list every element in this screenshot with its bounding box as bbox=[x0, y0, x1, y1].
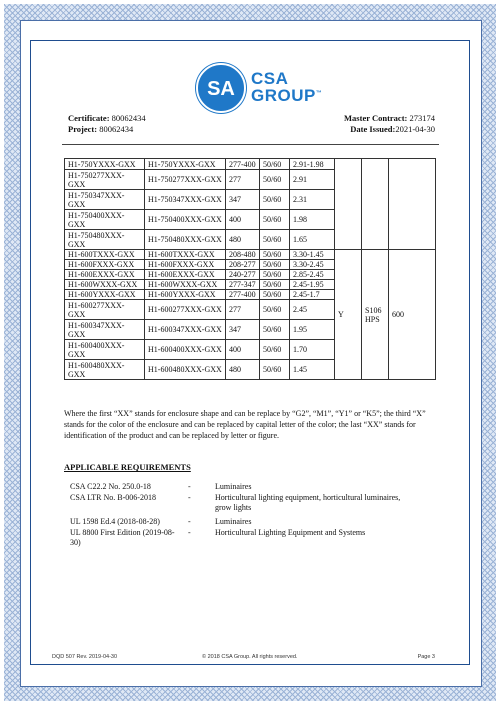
table-cell: S106 HPS bbox=[362, 250, 389, 380]
table-cell: 1.98 bbox=[290, 210, 335, 230]
footer-page-number: Page 3 bbox=[417, 654, 435, 660]
table-cell: H1-600480XXX-GXX bbox=[65, 360, 145, 380]
requirement-description: Horticultural lighting equipment, horticultural luminaires, grow lights bbox=[215, 493, 401, 512]
table-cell: H1-600347XXX-GXX bbox=[145, 320, 226, 340]
table-cell: 3.30-1.45 bbox=[290, 250, 335, 260]
table-cell: 1.65 bbox=[290, 230, 335, 250]
master-contract: Master Contract: 273174 bbox=[344, 113, 435, 123]
table-cell: 50/60 bbox=[260, 159, 290, 170]
table-cell: 50/60 bbox=[260, 300, 290, 320]
table-cell: 50/60 bbox=[260, 360, 290, 380]
table-row bbox=[65, 159, 436, 170]
requirement-description: Luminaires bbox=[215, 517, 252, 526]
header-divider bbox=[62, 144, 439, 145]
table-cell: H1-600347XXX-GXX bbox=[65, 320, 145, 340]
table-cell: 208-277 bbox=[226, 260, 260, 270]
csa-group-logo bbox=[195, 60, 323, 120]
table-cell: H1-750400XXX-GXX bbox=[145, 210, 226, 230]
table-cell: H1-750347XXX-GXX bbox=[145, 190, 226, 210]
table-cell: 1.45 bbox=[290, 360, 335, 380]
table-cell: H1-750277XXX-GXX bbox=[65, 170, 145, 190]
requirement-standard: CSA LTR No. B-006-2018 bbox=[70, 493, 156, 502]
table-cell: 50/60 bbox=[260, 250, 290, 260]
table-cell: 277 bbox=[226, 300, 260, 320]
table-cell: 2.45-1.7 bbox=[290, 290, 335, 300]
table-cell: H1-750480XXX-GXX bbox=[145, 230, 226, 250]
table-cell: 277-400 bbox=[226, 159, 260, 170]
table-cell: H1-600YXXX-GXX bbox=[145, 290, 226, 300]
footer-copyright: © 2018 CSA Group. All rights reserved. bbox=[202, 654, 298, 660]
table-cell: 50/60 bbox=[260, 340, 290, 360]
table-cell: Y bbox=[335, 250, 362, 380]
table-cell: H1-600WXXX-GXX bbox=[145, 280, 226, 290]
footer-form-number: DQD 507 Rev. 2019-04-30 bbox=[52, 654, 118, 660]
requirement-description: Luminaires bbox=[215, 482, 252, 491]
table-cell: 480 bbox=[226, 360, 260, 380]
requirements-heading: APPLICABLE REQUIREMENTS bbox=[64, 462, 191, 472]
table-cell: 1.95 bbox=[290, 320, 335, 340]
table-cell: 50/60 bbox=[260, 260, 290, 270]
logo-word-csa: CSA bbox=[251, 69, 289, 88]
table-cell: 277-347 bbox=[226, 280, 260, 290]
table-cell: H1-750YXXX-GXX bbox=[65, 159, 145, 170]
table-cell: H1-600YXXX-GXX bbox=[65, 290, 145, 300]
table-cell: 50/60 bbox=[260, 320, 290, 340]
table-cell: 347 bbox=[226, 320, 260, 340]
table-cell: 400 bbox=[226, 210, 260, 230]
table-cell: 50/60 bbox=[260, 190, 290, 210]
table-cell: H1-600277XXX-GXX bbox=[145, 300, 226, 320]
table-cell: 600 bbox=[389, 250, 436, 380]
table-cell: H1-600WXXX-GXX bbox=[65, 280, 145, 290]
table-cell: H1-750400XXX-GXX bbox=[65, 210, 145, 230]
table-cell: H1-750YXXX-GXX bbox=[145, 159, 226, 170]
table-cell: 400 bbox=[226, 340, 260, 360]
requirement-dash: - bbox=[188, 493, 191, 502]
table-cell: 2.85-2.45 bbox=[290, 270, 335, 280]
requirement-description: Horticultural Lighting Equipment and Systems bbox=[215, 528, 366, 537]
table-cell: H1-600EXXX-GXX bbox=[65, 270, 145, 280]
table-cell: 2.31 bbox=[290, 190, 335, 210]
table-cell: H1-750277XXX-GXX bbox=[145, 170, 226, 190]
table-cell: H1-600TXXX-GXX bbox=[145, 250, 226, 260]
table-row bbox=[65, 250, 436, 260]
table-cell: H1-600EXXX-GXX bbox=[145, 270, 226, 280]
table-cell: 480 bbox=[226, 230, 260, 250]
date-issued: Date Issued:2021-04-30 bbox=[350, 124, 435, 134]
certificate-number: Certificate: 80062434 bbox=[68, 113, 146, 123]
table-cell: 2.91-1.98 bbox=[290, 159, 335, 170]
table-cell: 3.30-2.45 bbox=[290, 260, 335, 270]
table-cell: H1-600400XXX-GXX bbox=[65, 340, 145, 360]
table-cell: 240-277 bbox=[226, 270, 260, 280]
product-table bbox=[64, 158, 436, 380]
table-cell: 277-400 bbox=[226, 290, 260, 300]
requirement-dash: - bbox=[188, 482, 191, 491]
table-cell bbox=[389, 159, 436, 250]
table-cell: H1-750347XXX-GXX bbox=[65, 190, 145, 210]
csa-logo-icon bbox=[195, 62, 247, 114]
model-code-note: Where the first “XX” stands for enclosure shape and can be replace by “G2”, “M1”, “Y1” or “K5”; the third “X” stands for the color of the enclosure and can be replaced by capital letter of the color; the last “XX” stands for identification of the product and can be replaced by letter or figure. bbox=[64, 409, 426, 440]
table-cell: 347 bbox=[226, 190, 260, 210]
requirement-standard: CSA C22.2 No. 250.0-18 bbox=[70, 482, 151, 491]
table-cell: 1.70 bbox=[290, 340, 335, 360]
table-cell: H1-600400XXX-GXX bbox=[145, 340, 226, 360]
table-cell bbox=[335, 159, 362, 250]
svg-text:SA: SA bbox=[207, 78, 235, 100]
requirement-standard: UL 1598 Ed.4 (2018-08-28) bbox=[70, 517, 160, 526]
table-cell: 208-480 bbox=[226, 250, 260, 260]
table-cell: H1-600TXXX-GXX bbox=[65, 250, 145, 260]
table-cell: 50/60 bbox=[260, 170, 290, 190]
project-number: Project: 80062434 bbox=[68, 124, 134, 134]
table-cell: H1-600480XXX-GXX bbox=[145, 360, 226, 380]
requirement-standard: UL 8800 First Edition (2019-08-30) bbox=[70, 528, 175, 547]
table-cell: 50/60 bbox=[260, 280, 290, 290]
table-cell: 50/60 bbox=[260, 230, 290, 250]
table-cell: H1-600277XXX-GXX bbox=[65, 300, 145, 320]
table-cell: 50/60 bbox=[260, 210, 290, 230]
table-cell: 2.91 bbox=[290, 170, 335, 190]
table-cell: 50/60 bbox=[260, 290, 290, 300]
table-cell: 2.45 bbox=[290, 300, 335, 320]
table-cell: H1-750480XXX-GXX bbox=[65, 230, 145, 250]
requirement-dash: - bbox=[188, 528, 191, 537]
requirement-dash: - bbox=[188, 517, 191, 526]
table-cell: 2.45-1.95 bbox=[290, 280, 335, 290]
logo-word-group: GROUP™ bbox=[251, 86, 323, 105]
table-cell: H1-600FXXX-GXX bbox=[145, 260, 226, 270]
table-cell: 50/60 bbox=[260, 270, 290, 280]
table-cell: 277 bbox=[226, 170, 260, 190]
table-cell bbox=[362, 159, 389, 250]
table-cell: H1-600FXXX-GXX bbox=[65, 260, 145, 270]
